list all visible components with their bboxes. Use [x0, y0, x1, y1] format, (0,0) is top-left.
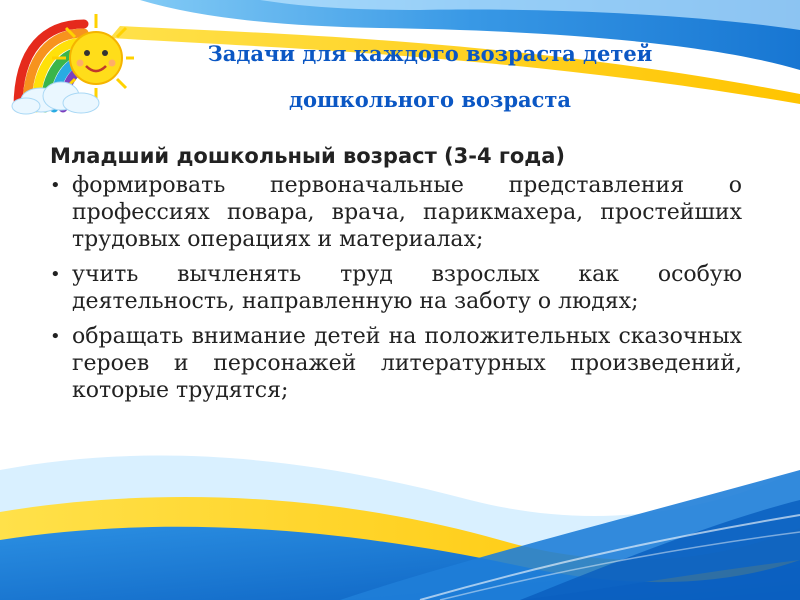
age-group-heading: Младший дошкольный возраст (3-4 года): [50, 144, 566, 168]
list-item: [50, 323, 742, 404]
slide-title: [150, 42, 710, 112]
title-line-2: дошкольного возраста: [288, 87, 572, 112]
bullet-icon: •: [50, 264, 61, 285]
slide-content: [50, 142, 742, 412]
list-item: [50, 172, 742, 253]
title-line-1: Задачи для каждого возраста детей: [207, 41, 653, 66]
list-item: [50, 261, 742, 315]
list-item-text: учить вычленять труд взрослых как особую деятельность, направленную на заботу о людях;: [72, 262, 742, 314]
list-item-text: обращать внимание детей на положительных сказочных героев и персонажей литературных произведений, которые трудятся;: [72, 324, 742, 403]
bullet-icon: •: [50, 326, 61, 347]
rainbow-sun-logo: [6, 8, 136, 120]
list-item-text: формировать первоначальные представления о профессиях повара, врача, парикмахера, простейших трудовых операциях и материалах;: [72, 173, 742, 252]
task-list: [50, 172, 742, 404]
bullet-icon: •: [50, 175, 61, 196]
